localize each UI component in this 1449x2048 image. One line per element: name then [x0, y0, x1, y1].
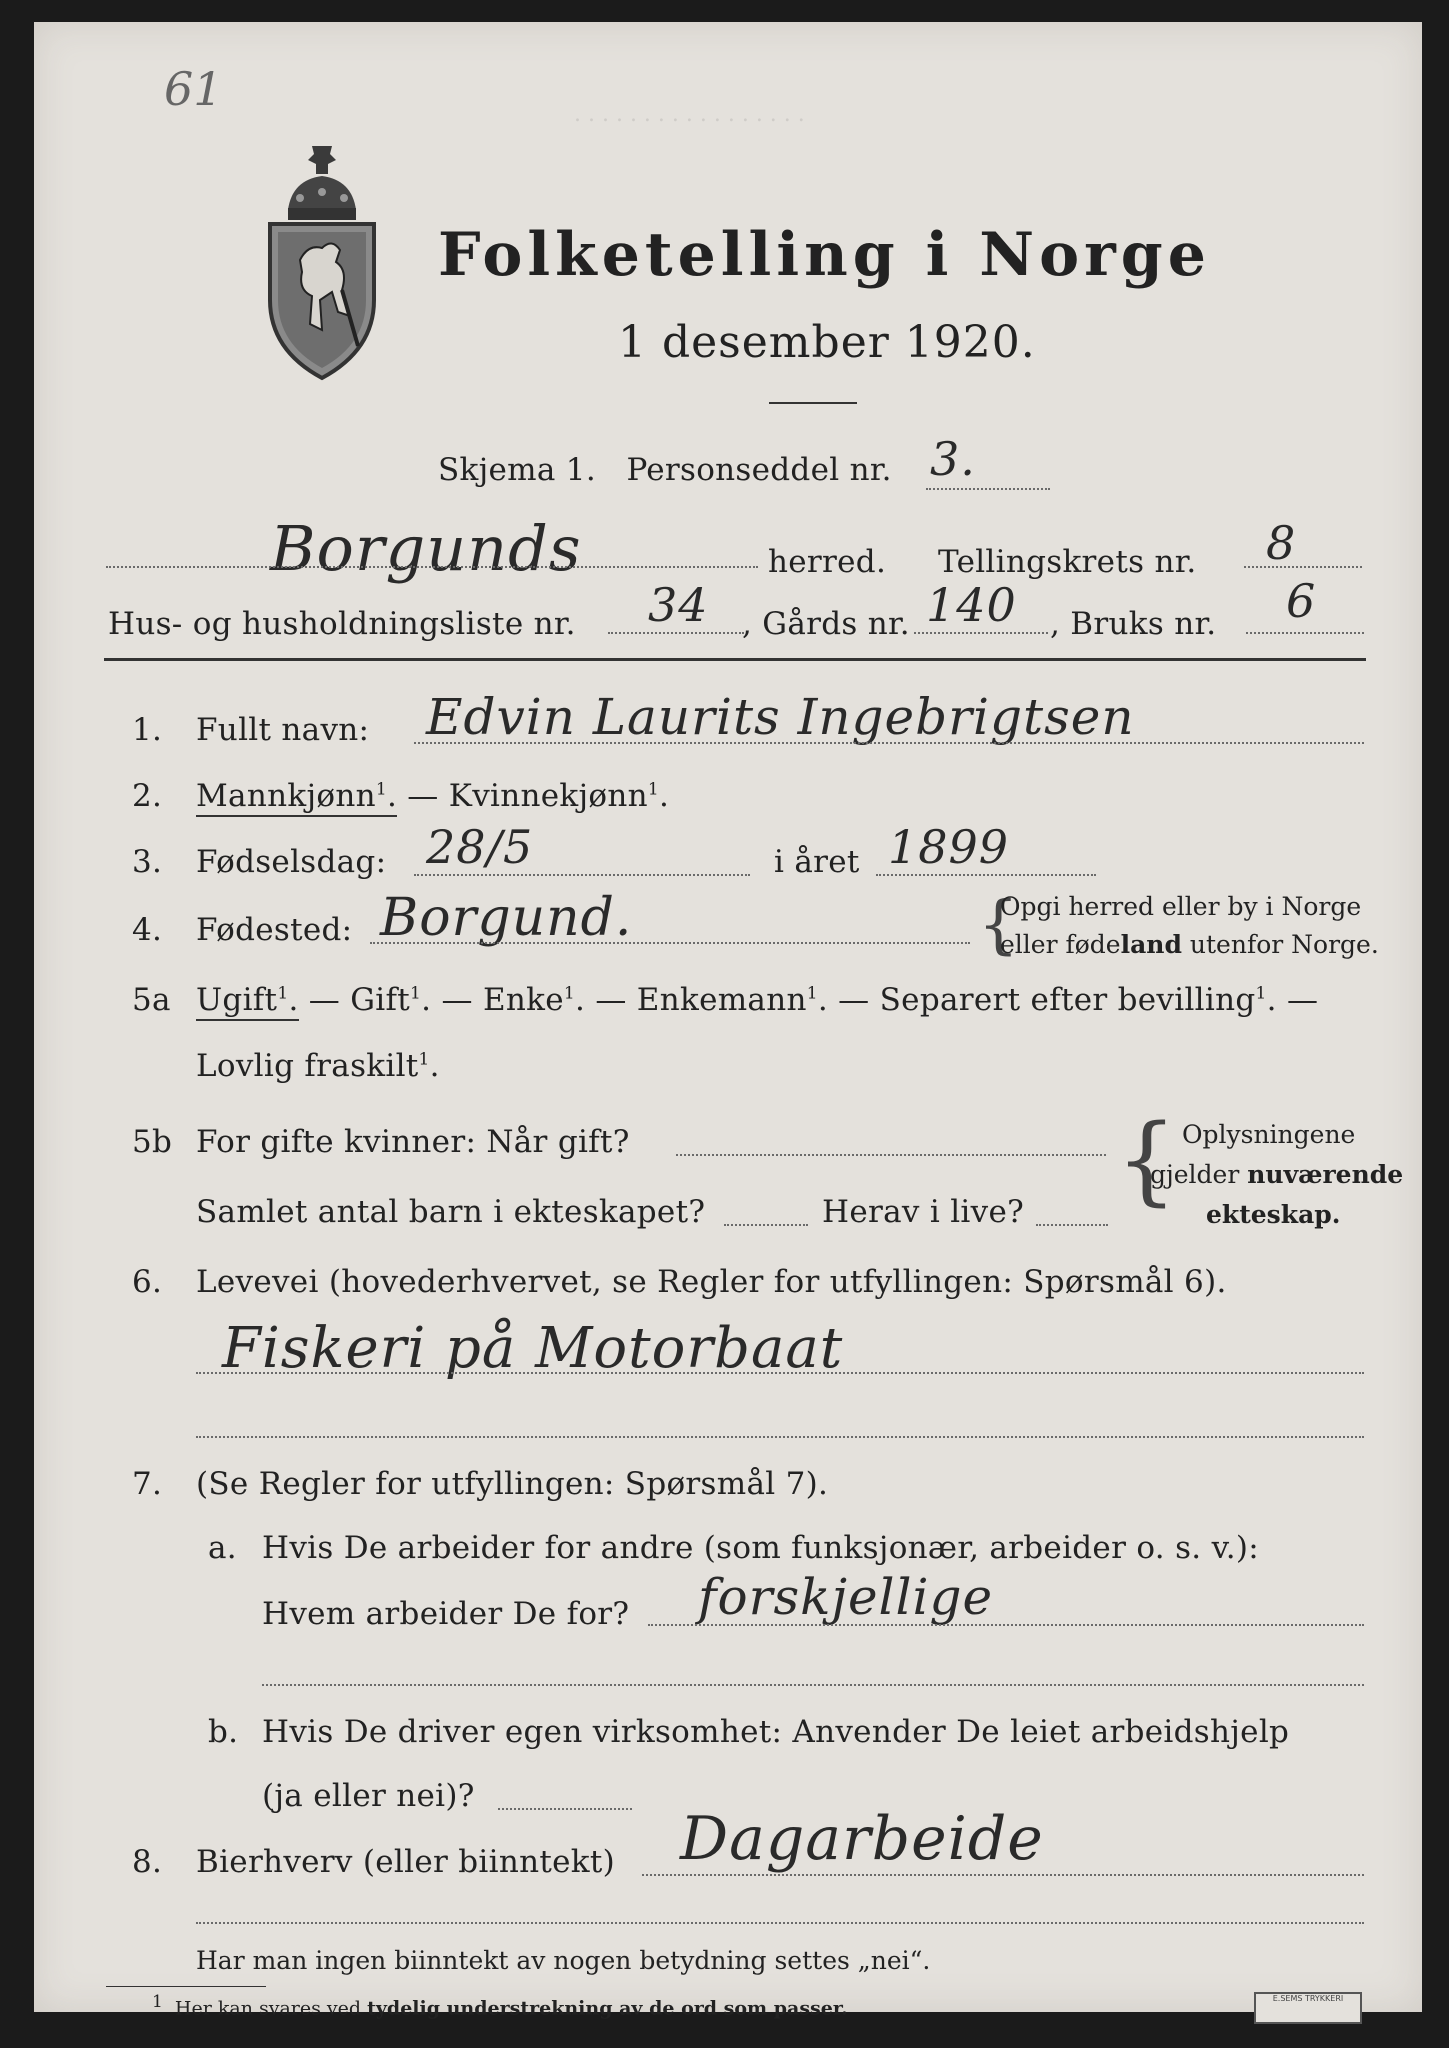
q2-number: 2.: [132, 778, 163, 814]
q5b-note3: ekteskap.: [1206, 1200, 1341, 1229]
q7-label: (Se Regler for utfyllingen: Spørsmål 7).: [196, 1466, 829, 1502]
norway-coat-of-arms-icon: [262, 140, 382, 390]
husholdningsliste-value[interactable]: 34: [648, 578, 709, 632]
marital-option-enkemann[interactable]: Enkemann$^1$.: [636, 982, 829, 1018]
q5b-alive-label: Herav i live?: [822, 1194, 1025, 1230]
sex-option-female[interactable]: Kvinnekjønn$^1$.: [448, 778, 670, 814]
gards-value[interactable]: 140: [926, 578, 1017, 632]
q4-note-line1: Opgi herred eller by i Norge: [1000, 892, 1362, 921]
employer-value[interactable]: forskjellige: [698, 1568, 994, 1626]
personseddel-dotline: [926, 488, 1050, 490]
q5b-brace: {: [1116, 1104, 1178, 1216]
bruks-value[interactable]: 6: [1286, 574, 1317, 628]
q6-number: 6.: [132, 1264, 163, 1300]
q5b-note1: Oplysningene: [1182, 1120, 1356, 1149]
herred-value[interactable]: Borgunds: [270, 512, 582, 585]
birth-date-dotline: [414, 874, 750, 876]
birth-year-dotline: [876, 874, 1096, 876]
occupation-dotline-1: [196, 1372, 1364, 1374]
q4-label: Fødested:: [196, 912, 353, 948]
schema-line: [438, 452, 892, 488]
secondary-occupation-dotline-2: [196, 1922, 1364, 1924]
occupation-value[interactable]: Fiskeri på Motorbaat: [222, 1316, 844, 1381]
q7-number: 7.: [132, 1466, 163, 1502]
herred-dotline: [106, 566, 758, 568]
footnote: 1 Her kan svares ved tydelig understrekning av de ord som passer.: [152, 1992, 848, 2020]
personseddel-value[interactable]: 3.: [930, 432, 976, 486]
tellingskrets-value[interactable]: 8: [1266, 516, 1297, 570]
q8-number: 8.: [132, 1844, 163, 1880]
marital-option-separert[interactable]: Separert efter bevilling$^1$.: [879, 982, 1277, 1018]
gards-label: , Gårds nr.: [742, 606, 910, 642]
husholdningsliste-dotline: [608, 632, 744, 634]
q1-label: Fullt navn:: [196, 712, 370, 748]
printer-stamp: E.SEMS TRYKKERI: [1254, 1992, 1362, 2024]
schema-number: Skjema 1.: [438, 452, 596, 488]
census-date: 1 desember 1920.: [618, 317, 1036, 368]
tellingskrets-label: Tellingskrets nr.: [938, 544, 1197, 580]
title-divider: [769, 402, 857, 404]
q6-label: Levevei (hovederhvervet, se Regler for utfyllingen: Spørsmål 6).: [196, 1264, 1227, 1300]
bleed-through-text: . . . . . . . . . . . . . . . . .: [574, 102, 805, 127]
gards-dotline: [914, 632, 1048, 634]
personseddel-label: Personseddel nr.: [626, 452, 892, 488]
q3-label: Fødselsdag:: [196, 844, 387, 880]
q7b-text: Hvis De driver egen virksomhet: Anvender De leiet arbeidshjelp: [262, 1714, 1290, 1750]
employer-dotline-1: [648, 1624, 1364, 1626]
marital-option-gift[interactable]: Gift$^1$.: [350, 982, 432, 1018]
full-name-dotline: [414, 742, 1364, 744]
q7a-text: Hvis De arbeider for andre (som funksjonær, arbeider o. s. v.):: [262, 1530, 1260, 1566]
q5b-children-label: Samlet antal barn i ekteskapet?: [196, 1194, 706, 1230]
margin-note: 61: [164, 62, 223, 116]
q8-note: Har man ingen biinntekt av nogen betydning settes „nei“.: [196, 1946, 931, 1975]
secondary-occupation-dotline-1: [642, 1874, 1364, 1876]
header-rule: [104, 658, 1366, 661]
employer-dotline-2: [262, 1684, 1364, 1686]
q5b-line1: For gifte kvinner: Når gift?: [196, 1124, 630, 1160]
marital-option-enke[interactable]: Enke$^1$.: [482, 982, 586, 1018]
q5b-number: 5b: [132, 1124, 173, 1160]
husholdningsliste-label: Hus- og husholdningsliste nr.: [108, 606, 576, 642]
married-when-dotline: [676, 1154, 1106, 1156]
q5b-note2: gjelder nuværende: [1150, 1160, 1404, 1189]
q4-note-line2: eller fødeland utenfor Norge.: [1000, 930, 1379, 959]
form-title: Folketelling i Norge: [438, 220, 1211, 290]
children-total-dotline: [724, 1224, 808, 1226]
bruks-dotline: [1246, 632, 1364, 634]
sex-option-male[interactable]: Mannkjønn$^1$.: [196, 778, 397, 817]
birthplace-value[interactable]: Borgund.: [380, 888, 633, 948]
q5a-number: 5a: [132, 982, 171, 1018]
children-alive-dotline: [1036, 1224, 1108, 1226]
birth-year-label: i året: [774, 844, 860, 880]
birth-year-value[interactable]: 1899: [888, 820, 1010, 874]
q4-number: 4.: [132, 912, 163, 948]
q3-number: 3.: [132, 844, 163, 880]
q7b-letter: b.: [208, 1714, 239, 1750]
sex-options: Mannkjønn$^1$. — Kvinnekjønn$^1$.: [196, 778, 669, 814]
hired-help-dotline: [498, 1808, 632, 1810]
q7a-question: Hvem arbeider De for?: [262, 1596, 630, 1632]
occupation-dotline-2: [196, 1436, 1364, 1438]
q1-number: 1.: [132, 712, 163, 748]
q4-brace: {: [978, 888, 1019, 962]
bruks-label: , Bruks nr.: [1050, 606, 1217, 642]
secondary-occupation-value[interactable]: Dagarbeide: [680, 1804, 1044, 1874]
marital-status-options: Ugift$^1$. — Gift$^1$. — Enke$^1$. — Enkemann$^1$. — Separert efter bevilling$^1$. —: [196, 982, 1318, 1018]
q7b-question: (ja eller nei)?: [262, 1778, 475, 1814]
q7a-letter: a.: [208, 1530, 237, 1566]
census-form-sheet: [34, 22, 1422, 2020]
marital-option-fraskilt[interactable]: Lovlig fraskilt$^1$.: [196, 1048, 440, 1084]
tellingskrets-dotline: [1244, 566, 1362, 568]
footnote-rule: [106, 1986, 266, 1987]
birth-date-value[interactable]: 28/5: [426, 820, 534, 874]
marital-option-ugift[interactable]: Ugift$^1$.: [196, 982, 299, 1021]
herred-label: herred.: [768, 544, 887, 580]
q8-label: Bierhverv (eller biinntekt): [196, 1844, 616, 1880]
full-name-value[interactable]: Edvin Laurits Ingebrigtsen: [426, 688, 1135, 746]
birthplace-dotline: [370, 942, 970, 944]
